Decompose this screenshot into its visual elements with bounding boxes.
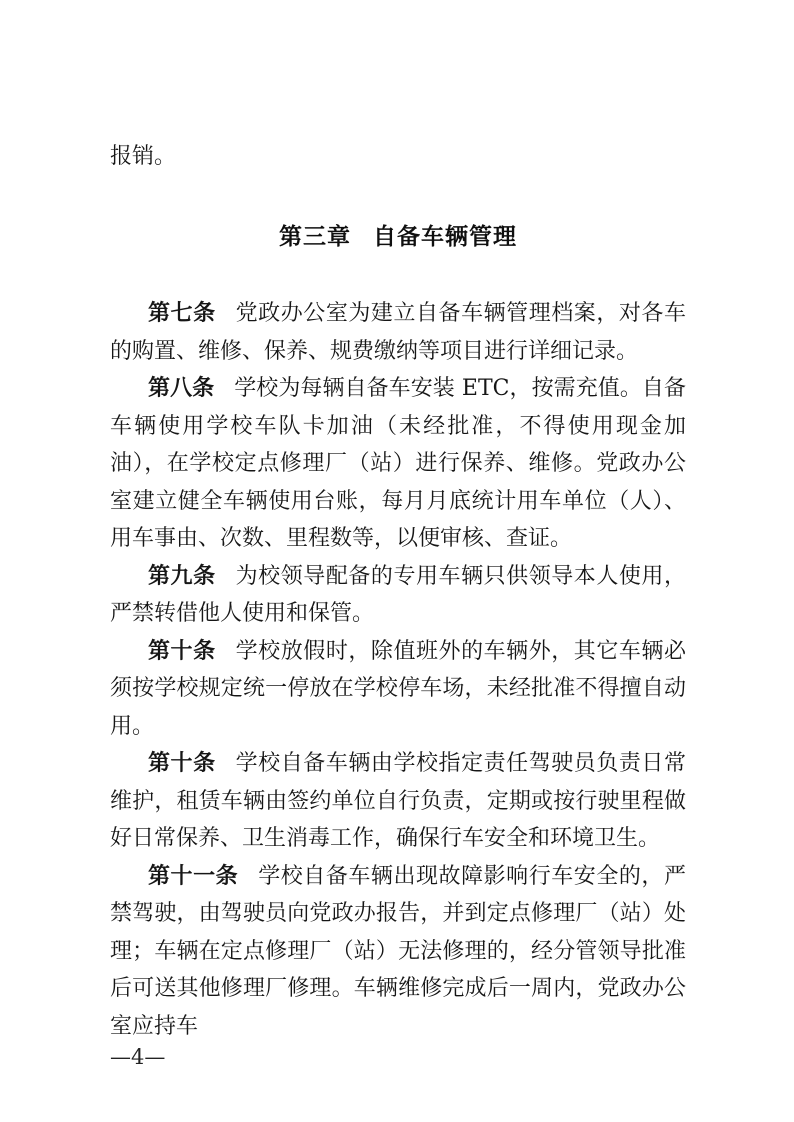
article-text: 学校自备车辆出现故障影响行车安全的，严禁驾驶，由驾驶员向党政办报告，并到定点修理厂（站）处理；车辆在定点修理厂（站）无法修理的，经分管领导批准后可送其他修理厂修理。车辆维修完成后一周内，党政办公室应持车 (110, 863, 686, 1039)
article-text: 为校领导配备的专用车辆只供领导本人使用，严禁转借他人使用和保管。 (110, 563, 686, 626)
leading-paragraph: 报销。 (110, 144, 177, 169)
page-number: —4— (110, 1045, 166, 1069)
article-paragraph-7 (110, 295, 686, 370)
chapter-number: 第三章 (279, 223, 351, 250)
article-paragraph-11 (110, 858, 686, 1046)
article-label: 第九条 (148, 562, 216, 589)
chapter-heading (110, 219, 686, 257)
chapter-title: 自备车辆管理 (373, 223, 517, 250)
article-text: 学校为每辆自备车安装 ETC，按需充值。自备车辆使用学校车队卡加油（未经批准，不得使用现金加油），在学校定点修理厂（站）进行保养、维修。党政办公室建立健全车辆使用台账，每月月底统计用车单位（人）、用车事由、次数、里程数等，以便审核、查证。 (110, 376, 686, 551)
article-label: 第十条 (148, 637, 216, 664)
article-text: 学校自备车辆由学校指定责任驾驶员负责日常维护，租赁车辆由签约单位自行负责，定期或按行驶里程做好日常保养、卫生消毒工作，确保行车安全和环境卫生。 (110, 751, 686, 851)
article-paragraph-10b (110, 745, 686, 858)
article-text: 党政办公室为建立自备车辆管理档案，对各车的购置、维修、保养、规费缴纳等项目进行详细记录。 (110, 301, 686, 364)
article-paragraph-8 (110, 370, 686, 558)
article-text: 学校放假时，除值班外的车辆外，其它车辆必须按学校规定统一停放在学校停车场，未经批准不得擅自动用。 (110, 638, 686, 739)
article-label: 第八条 (148, 375, 215, 401)
article-label: 第七条 (148, 300, 216, 326)
article-label: 第十一条 (148, 862, 239, 889)
article-paragraph-10a (110, 633, 686, 746)
article-paragraph-9 (110, 558, 686, 633)
article-label: 第十条 (148, 750, 216, 776)
document-body (110, 0, 686, 1045)
